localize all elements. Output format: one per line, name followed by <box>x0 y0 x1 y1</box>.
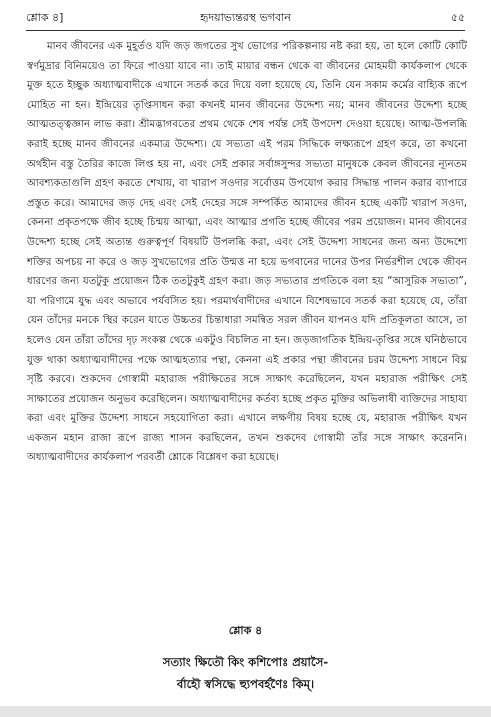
running-header <box>26 9 465 27</box>
sanskrit-verse <box>0 651 491 695</box>
viewer-bottom-bar <box>0 706 491 717</box>
header-rule <box>26 30 465 31</box>
purport-paragraph: মানব জীবনের এক মুহূর্তও যদি জড় জগতের সুখ ভোগের পরিকল্পনায় নষ্ট করা হয়, তা হলে কোটি কোটি স্বর্ণমুদ্রার বিনিময়েও তা ফিরে পাওয়া যাবে না। তাই মায়ার বন্ধন থেকে বা জীবনের মোহময়ী কার্যকলাপ থেকে মুক্ত হতে ইচ্ছুক অধ্যাত্মবাদীকে এখানে সতর্ক করে দিয়ে বলা হয়েছে যে, তিনি যেন সকাম কর্মের বাহ্যিক রূপে মোহিত না হন। ইন্দ্রিয়ের তৃপ্তিসাধন করা কখনই মানব জীবনের উদ্দেশ্য নয়; মানব জীবনের উদ্দেশ্য হচ্ছে আত্মতত্ত্বজ্ঞান লাভ করা। শ্রীমদ্ভাগবতের প্রথম থেকে শেষ পর্যন্ত সেই উপদেশ দেওয়া হয়েছে। আত্ম-উপলব্ধি করাই হচ্ছে মানব জীবনের একমাত্র উদ্দেশ্য। যে সভ্যতা এই পরম সিদ্ধিকে লক্ষ্যরূপে গ্রহণ করে, তা কখনো অর্থহীন বস্তু তৈরির কাজে লিপ্ত হয় না, এবং সেই প্রকার সর্বাঙ্গসুন্দর সভ্যতা মানুষকে কেবল জীবনের ন্যূনতম আবশ্যকতাগুলি গ্রহণ করতে শেখায়, বা খারাপ সওদার সর্বোত্তম উপযোগ করার সিদ্ধান্ত পালন করার ব্যাপারে প্রস্তুত করে। আমাদের জড় দেহ এবং সেই দেহের সঙ্গে সম্পর্কিত আমাদের জীবন হচ্ছে একটি খারাপ সওদা, কেননা প্রকৃতপক্ষে জীব হচ্ছে চিন্ময় আত্মা, এবং আত্মার প্রগতি হচ্ছে জীবের পরম প্রয়োজন। মানব জীবনের উদ্দেশ্য হচ্ছে সেই অত্যন্ত গুরুত্বপূর্ণ বিষয়টি উপলব্ধি করা, এবং সেই উদ্দেশ্য সাধনের জন্য অন্য উদ্দেশ্যে শক্তির অপচয় না করে ও জড় সুখভোগের প্রতি উন্মত্ত না হয়ে ভগবানের দানের উপর নির্ভরশীল থেকে জীবন ধারণের জন্য যতটুকু প্রয়োজন ঠিক ততটুকুই গ্রহণ করা। জড় সভ্যতার প্রগতিকে বলা হয় “আসুরিক সভ্যতা”, যা পরিণামে যুদ্ধ এবং অভাবে পর্যবসিত হয়। পরমার্থবাদীদের এখানে বিশেষভাবে সতর্ক করা হয়েছে যে, তাঁরা যেন তাঁদের মনকে স্থির করেন যাতে উচ্চতর চিন্তাধারা সমন্বিত সরল জীবন যাপনও যদি প্রতিকূলতা আসে, তা হলেও যেন তাঁরা তাঁদের দৃঢ় সংকল্প থেকে একটুও বিচলিত না হন। জড়জাগতিক ইন্দ্রিয়-তৃপ্তির সঙ্গে ঘনিষ্ঠভাবে যুক্ত থাকা অধ্যাত্মবাদীদের পক্ষে আত্মহত্যার পন্থা, কেননা এই প্রকার পন্থা জীবনের চরম উদ্দেশ্য সাধনে বিঘ্ন সৃষ্টি করবে। শুকদেব গোস্বামী মহারাজ পরীক্ষিতের সঙ্গে সাক্ষাৎ করেছিলেন, যখন মহারাজ পরীক্ষিৎ সেই সাক্ষাতের প্রয়োজন অনুভব করেছিলেন। অধ্যাত্মবাদীদের কর্তব্য হচ্ছে প্রকৃত মুক্তির অভিলাষী ব্যক্তিদের সাহায্য করা এবং মুক্তির উদ্দেশ্য সাধনে সহযোগিতা করা। এখানে লক্ষণীয় বিষয় হচ্ছে যে, মহারাজ পরীক্ষিৎ যখন একজন মহান রাজা রূপে রাজ্য শাসন করছিলেন, তখন শুকদেব গোস্বামী তাঁর সঙ্গে সাক্ষাৎ করেননি। অধ্যাত্মবাদীদের কার্যকলাপ পরবর্তী শ্লোকে বিশ্লেষণ করা হয়েছে। <box>27 41 467 464</box>
chapter-title: হৃদয়াভ্যন্তরস্থ ভগবান <box>200 11 291 24</box>
verse-title: শ্লোক ৪ <box>228 624 263 637</box>
purport-body <box>27 37 467 468</box>
page-number: ৫৫ <box>450 11 465 24</box>
verse-line-1: সত্যাং ক্ষিতৌ কিং কশিপোঃ প্রয়াসৈ- <box>162 655 329 669</box>
verse-line-2: র্বাহৌ স্বসিদ্ধে হ্যুপবর্হণৈঃ কিম্। <box>176 677 315 691</box>
verse-reference: শ্লোক ৪] <box>26 11 64 24</box>
